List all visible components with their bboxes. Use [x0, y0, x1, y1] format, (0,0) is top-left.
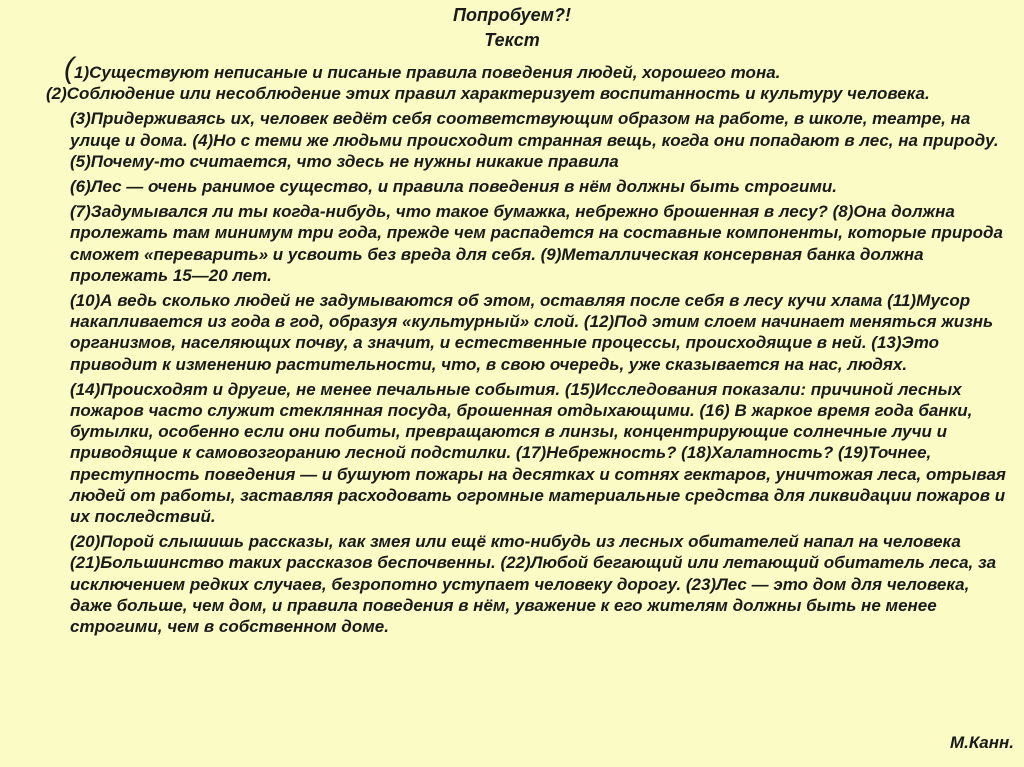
page-title: Попробуем?!: [453, 5, 571, 25]
paragraph-7: (20)Порой слышишь рассказы, как змея или ещё кто-нибудь из лесных обитателей напал на человека (21)Большинство таких рассказов беспочвенны. (22)Любой бегающий или летающий обитатель леса, за исключением редких случаев, безропотно уступает человеку дорогу. (23)Лес — это дом для человека, даже больше, чем дом, и правила поведения в нём, уважение к его жителям должны быть не менее строгими, чем в собственном доме.: [70, 532, 997, 637]
paragraph-4: (7)Задумывался ли ты когда-нибудь, что такое бумажка, небрежно брошенная в лесу? (8)Она должна пролежать там минимум три года, прежде чем распадется на составные компоненты, которые природа сможет «переварить» и усвоить без вреда для себя. (9)Металлическая консервная банка должна пролежать 15—20 лет.: [70, 202, 1003, 285]
text-body: [46, 52, 1008, 641]
paragraph-1-rest: (2)Соблюдение или несоблюдение этих правил характеризует воспитанность и культуру человека.: [46, 84, 930, 104]
author-signature: М.Канн.: [949, 733, 1014, 752]
paragraph-1-first-line: 1)Существуют неписаные и писаные правила поведения людей, хорошего тона.: [74, 63, 781, 82]
paragraph-5: (10)А ведь сколько людей не задумываются об этом, оставляя после себя в лесу кучи хлама (11)Мусор накапливается из года в год, образуя «культурный» слой. (12)Под этим слоем начинает меняться жизнь организмов, населяющих почву, а значит, и естественные процессы, происходящие в ней. (13)Это приводит к изменению растительности, что, в свою очередь, уже сказывается на нас, людях.: [70, 291, 994, 374]
page-subtitle: Текст: [484, 30, 540, 50]
paragraph-3: (6)Лес — очень ранимое существо, и правила поведения в нём должны быть строгими.: [70, 177, 838, 197]
paragraph-2: (3)Придерживаясь их, человек ведёт себя соответствующим образом на работе, в школе, театре, на улице и дома. (4)Но с теми же людьми происходит странная вещь, когда они попадают в лес, на природу. (5)Почему-то считается, что здесь не нужны никакие правила: [70, 109, 999, 171]
paragraph-6: (14)Происходят и другие, не менее печальные события. (15)Исследования показали: причиной лесных пожаров часто служит стеклянная посуда, брошенная отдыхающими. (16) В жаркое время года банки, бутылки, особенно если они побиты, превращаются в линзы, концентрирующие солнечные лучи и приводящие к самовозгоранию лесной подстилки. (17)Небрежность? (18)Халатность? (19)Точнее, преступность поведения — и бушуют пожары на десятках и сотнях гектаров, уничтожая леса, отрывая людей от работы, заставляя расходовать огромные материальные средства для ликвидации пожаров и их последствий.: [70, 379, 1006, 527]
paragraph-1: [46, 52, 1008, 104]
open-paren: (: [64, 52, 74, 85]
